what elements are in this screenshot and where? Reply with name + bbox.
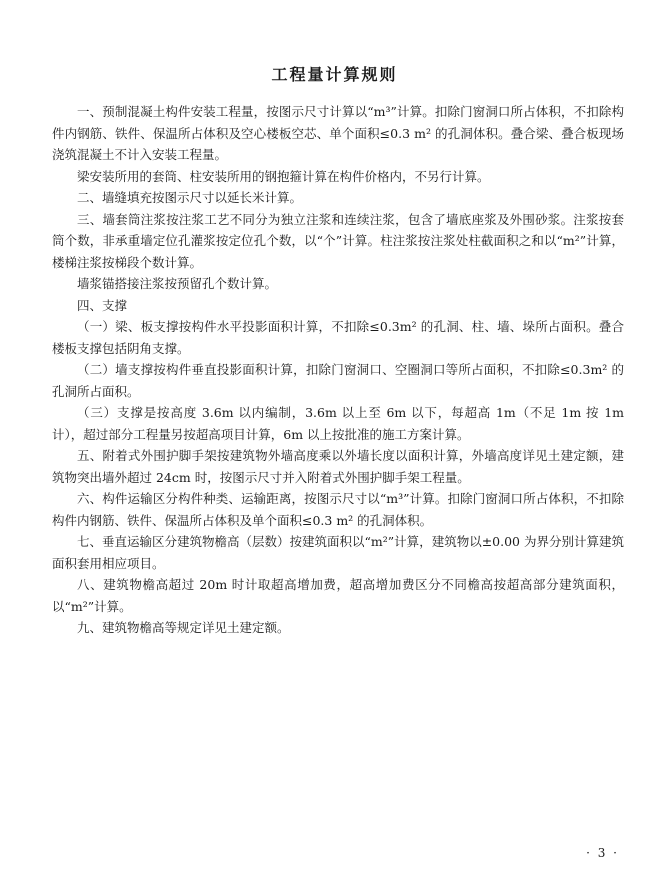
- paragraph-9-eave-height: 九、建筑物檐高等规定详见土建定额。: [77, 620, 290, 635]
- paragraph-3-anchor-grouting: 墙浆锚搭接注浆按预留孔个数计算。: [77, 276, 278, 291]
- paragraph-1-precast-installation: 一、预制混凝土构件安装工程量，按图示尺寸计算以“m³”计算。扣除门窗洞口所占体积，不扣除构件内钢筋、铁件、保温所占体积及空心楼板空芯、单个面积≤0.3 m² 的孔洞体积。叠合梁、叠合板现场浇筑混凝土不计入安装工程量。: [52, 104, 624, 162]
- paragraph-8-over-height: 八、建筑物檐高超过 20m 时计取超高增加费，超高增加费区分不同檐高按超高部分建筑面积，以“m²”计算。: [52, 577, 624, 614]
- paragraph-4-3-support-height: （三）支撑是按高度 3.6m 以内编制，3.6m 以上至 6m 以下，每超高 1m（不足 1m 按 1m 计），超过部分工程量另按超高项目计算，6m 以上按批准的施工方案计算。: [52, 405, 624, 442]
- paragraph-3-grouting: 三、墙套筒注浆按注浆工艺不同分为独立注浆和连续注浆，包含了墙底座浆及外围砂浆。注浆按套筒个数，非承重墙定位孔灌浆按定位孔个数，以“个”计算。柱注浆按注浆处柱截面积之和以“m²”计算，楼梯注浆按梯段个数计算。: [52, 211, 624, 270]
- paragraph-6-transport: 六、构件运输区分构件种类、运输距离，按图示尺寸以“m³”计算。扣除门窗洞口所占体积，不扣除构件内钢筋、铁件、保温所占体积及单个面积≤0.3 m² 的孔洞体积。: [52, 491, 624, 528]
- paragraph-5-scaffold: 五、附着式外围护脚手架按建筑物外墙高度乘以外墙长度以面积计算，外墙高度详见土建定额，建筑物突出墙外超过 24cm 时，按图示尺寸并入附着式外围护脚手架工程量。: [52, 448, 624, 485]
- paragraph-4-support-heading: 四、支撑: [77, 297, 128, 313]
- page-title: 工程量计算规则: [271, 65, 398, 84]
- paragraph-7-vertical-transport: 七、垂直运输区分建筑物檐高（层数）按建筑面积以“m²”计算，建筑物以±0.00 为界分别计算建筑面积套用相应项目。: [52, 534, 624, 571]
- document-body: [52, 101, 624, 639]
- paragraph-4-2-wall-support: （二）墙支撑按构件垂直投影面积计算，扣除门窗洞口、空圈洞口等所占面积，不扣除≤0.3m² 的孔洞所占面积。: [52, 362, 624, 399]
- paragraph-4-1-beam-slab-support: （一）梁、板支撑按构件水平投影面积计算，不扣除≤0.3m² 的孔洞、柱、墙、垛所占面积。叠合楼板支撑包括阴角支撑。: [52, 319, 624, 356]
- paragraph-2-wall-joint: 二、墙缝填充按图示尺寸以延长米计算。: [77, 190, 303, 205]
- paragraph-1-sleeve-note: 梁安装所用的套筒、柱安装所用的钢抱箍计算在构件价格内，不另行计算。: [77, 168, 490, 184]
- page-number: · 3 ·: [586, 846, 619, 860]
